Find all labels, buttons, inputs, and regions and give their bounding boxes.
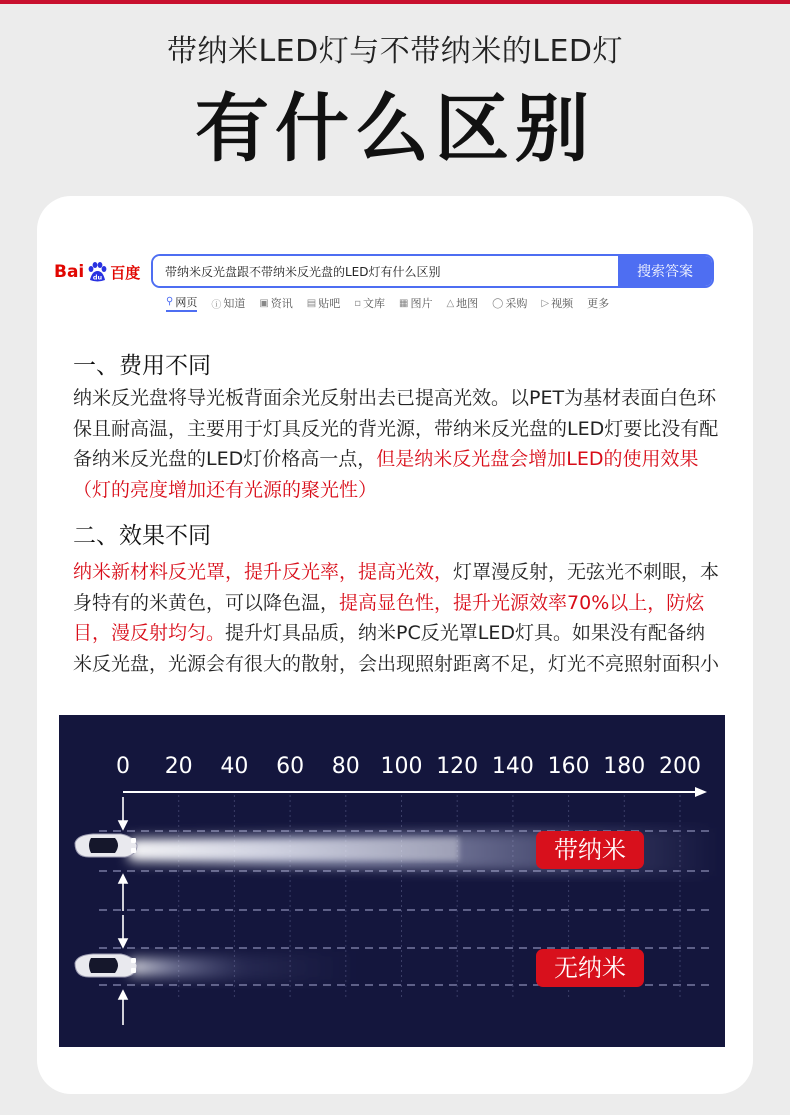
distance-tick-label: 180 — [603, 754, 646, 779]
section1-paragraph — [73, 383, 723, 505]
section1-title: 一、费用不同 — [73, 353, 211, 379]
top-accent-bar — [0, 0, 790, 4]
section2-text-1: 灯罩漫反射，无弦光不刺眼，本身特有的米黄色，可以降色温， — [73, 561, 720, 614]
axis-arrow-icon — [695, 787, 707, 797]
section2-highlight-2: 提高显色性，提升光源效率70%以上，防炫目，漫反射均匀。 — [73, 591, 705, 644]
tab-label: 图片 — [410, 297, 433, 310]
distance-tick-label: 160 — [547, 754, 590, 779]
video-icon: ▷ — [541, 297, 550, 309]
distance-tick-label: 40 — [220, 754, 249, 779]
beam-comparison-graphic — [59, 715, 725, 1047]
news-icon: ▣ — [259, 297, 269, 309]
distance-tick-label: 80 — [331, 754, 360, 779]
svg-text:du: du — [93, 273, 103, 282]
tab-label: 视频 — [551, 297, 574, 310]
section2-text-2: 提升灯具品质，纳米PC反光罩LED灯具。如果没有配备纳米反光盘，光源会有很大的散射，会出现照射距离不足，灯光不亮照射面积小 — [73, 622, 720, 675]
baidu-logo[interactable] — [54, 258, 140, 286]
section2-paragraph — [73, 557, 723, 679]
tab-wenku[interactable] — [354, 294, 385, 312]
distance-tick-label: 200 — [659, 754, 701, 779]
tab-label: 更多 — [587, 297, 610, 310]
search-icon: ⚲ — [166, 296, 174, 307]
section2-highlight-1: 纳米新材料反光罩，提升反光率，提高光效， — [73, 561, 454, 583]
tab-tieba[interactable] — [307, 294, 340, 312]
section1-text: 纳米反光盘将导光板背面余光反射出去已提高光效。以PET为基材表面白色环保且耐高温，主要用于灯具反光的背光源，带纳米反光盘的LED灯要比没有配备纳米反光盘的LED灯价格高一点， — [73, 387, 719, 470]
tab-label: 知道 — [223, 297, 246, 310]
search-bar — [151, 254, 714, 288]
search-input[interactable] — [153, 256, 618, 286]
distance-tick-label: 60 — [276, 754, 305, 779]
distance-tick-label: 140 — [491, 754, 534, 779]
tab-zhidao[interactable] — [211, 294, 245, 312]
distance-tick-label: 20 — [164, 754, 193, 779]
distance-tick-label: 120 — [436, 754, 479, 779]
tab-video[interactable] — [541, 294, 573, 312]
tab-label: 地图 — [456, 297, 479, 310]
distance-tick-label: 0 — [116, 754, 130, 779]
search-button[interactable]: 搜索答案 — [618, 256, 712, 286]
search-tabs — [166, 294, 623, 312]
tab-label: 贴吧 — [318, 297, 341, 310]
section1-highlight: 但是纳米反光盘会增加LED的使用效果（灯的亮度增加还有光源的聚光性） — [73, 448, 699, 501]
map-icon: △ — [446, 297, 455, 309]
question-icon: ⓘ — [211, 299, 222, 311]
without-nano-label: 无纳米 — [554, 954, 626, 982]
tab-label: 采购 — [505, 297, 528, 310]
image-icon: ▦ — [399, 297, 409, 309]
headline-subtitle: 带纳米LED灯与不带纳米的LED灯 — [166, 34, 624, 69]
section2-title: 二、效果不同 — [73, 523, 211, 549]
tab-label: 资讯 — [270, 297, 293, 310]
with-nano-label: 带纳米 — [554, 836, 626, 864]
distance-tick-label: 100 — [380, 754, 423, 779]
headline-title: 有什么区别 — [195, 86, 595, 172]
beam-without-nano — [129, 951, 359, 985]
baidu-logo-chinese: 百度 — [110, 263, 141, 282]
tab-news[interactable] — [259, 294, 292, 312]
tab-label: 网页 — [175, 295, 198, 309]
tab-images[interactable] — [399, 294, 432, 312]
tieba-icon: ▤ — [306, 297, 317, 309]
beam-svg — [59, 715, 725, 1047]
tab-label: 文库 — [363, 297, 386, 310]
document-icon: ▫ — [354, 297, 362, 309]
tab-shopping[interactable] — [492, 294, 527, 312]
tab-more[interactable] — [587, 294, 609, 312]
car-icon — [75, 954, 137, 977]
tab-map[interactable] — [446, 294, 478, 312]
tab-web[interactable] — [166, 294, 197, 312]
car-icon — [75, 834, 137, 857]
baidu-logo-text: Bai — [54, 262, 85, 282]
paw-icon — [85, 260, 109, 284]
shopping-icon: ◯ — [492, 297, 504, 309]
